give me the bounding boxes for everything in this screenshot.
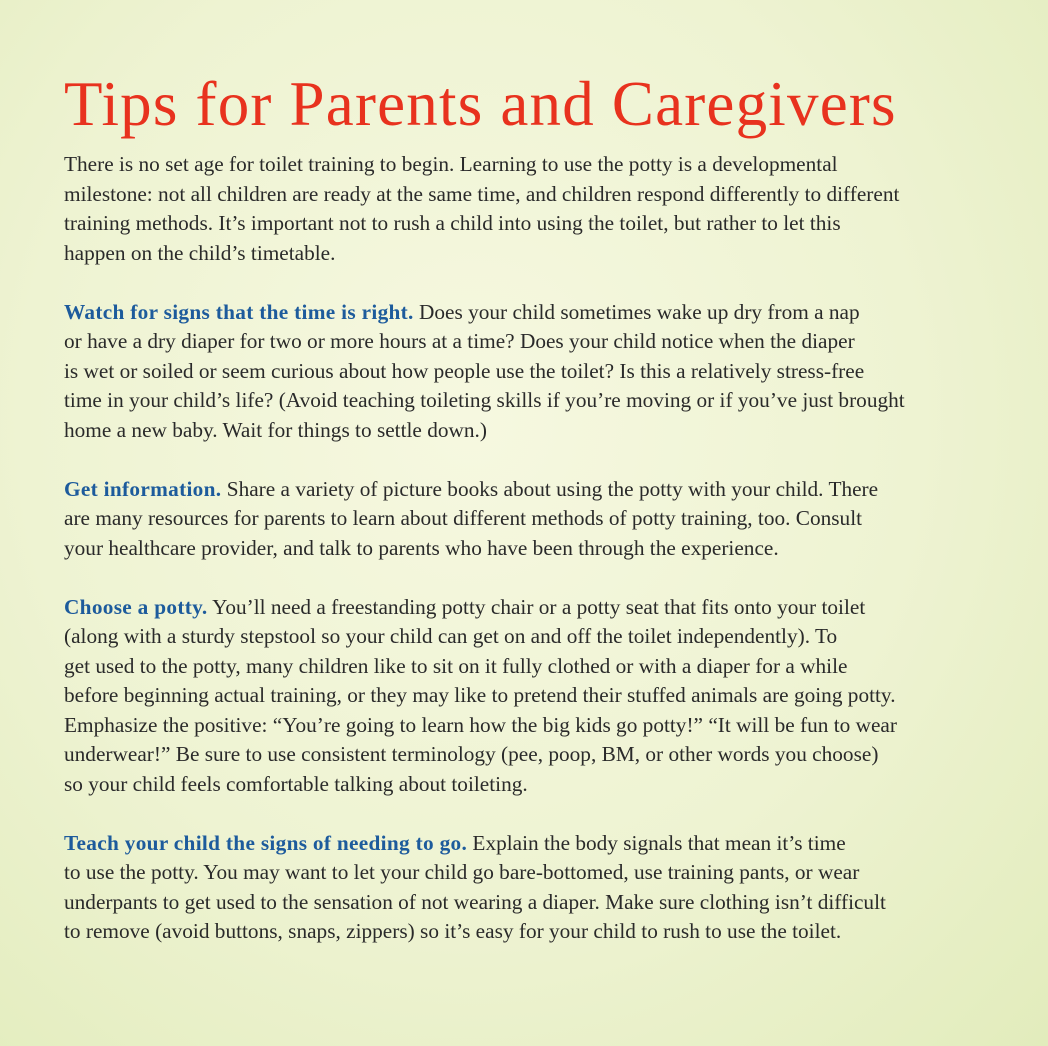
text-line <box>64 593 1024 623</box>
teach-signs-paragraph <box>64 829 1024 947</box>
line-text: your healthcare provider, and talk to parents who have been through the experience. <box>64 535 779 560</box>
line-text: There is no set age for toilet training to begin. Learning to use the potty is a developmental <box>64 152 838 176</box>
text-line <box>64 770 1024 800</box>
text-line <box>64 740 1024 770</box>
text-line <box>64 239 1024 269</box>
line-text: Explain the body signals that mean it’s time <box>467 830 846 855</box>
text-line <box>64 150 1024 180</box>
signs-paragraph <box>64 298 1024 446</box>
line-text: is wet or soiled or seem curious about how people use the toilet? Is this a relatively stress-free <box>64 358 865 383</box>
line-text: to remove (avoid buttons, snaps, zippers) so it’s easy for your child to rush to use the toilet. <box>64 919 842 943</box>
line-text: Share a variety of picture books about using the potty with your child. There <box>221 476 879 501</box>
line-text: underpants to get used to the sensation of not wearing a diaper. Make sure clothing isn’t difficult <box>64 889 886 914</box>
line-text: before beginning actual training, or they may like to pretend their stuffed animals are going potty. <box>64 683 896 707</box>
document-page <box>64 66 1024 976</box>
paragraph-lead-heading: Teach your child the signs of needing to go. <box>64 830 468 855</box>
line-text: (along with a sturdy stepstool so your child can get on and off the toilet independently). To <box>64 624 838 648</box>
text-line <box>64 681 1024 711</box>
line-text: happen on the child’s timetable. <box>64 240 336 265</box>
text-line <box>64 327 1024 357</box>
text-line <box>64 386 1024 416</box>
text-line <box>64 888 1024 918</box>
text-line <box>64 357 1024 387</box>
intro-paragraph <box>64 150 1024 268</box>
text-line <box>64 917 1024 947</box>
text-line <box>64 209 1024 239</box>
line-text: Does your child sometimes wake up dry from a nap <box>413 299 860 324</box>
line-text: or have a dry diaper for two or more hours at a time? Does your child notice when the diaper <box>64 329 855 353</box>
line-text: get used to the potty, many children like to sit on it fully clothed or with a diaper for a while <box>64 653 848 678</box>
body-text <box>64 150 1024 947</box>
line-text: to use the potty. You may want to let your child go bare-bottomed, use training pants, or wear <box>64 860 860 884</box>
line-text: You’ll need a freestanding potty chair or a potty seat that fits onto your toilet <box>207 594 866 619</box>
text-line <box>64 416 1024 446</box>
paragraph-lead-heading: Choose a potty. <box>64 594 208 619</box>
text-line <box>64 475 1024 505</box>
text-line <box>64 298 1024 328</box>
text-line <box>64 504 1024 534</box>
line-text: training methods. It’s important not to rush a child into using the toilet, but rather to let this <box>64 211 841 235</box>
text-line <box>64 180 1024 210</box>
information-paragraph <box>64 475 1024 564</box>
line-text: time in your child’s life? (Avoid teaching toileting skills if you’re moving or if you’ve just brought <box>64 388 905 412</box>
line-text: home a new baby. Wait for things to settle down.) <box>64 417 487 442</box>
text-line <box>64 829 1024 859</box>
page-title: Tips for Parents and Caregivers <box>64 69 897 139</box>
paragraph-lead-heading: Watch for signs that the time is right. <box>64 299 414 324</box>
paragraph-lead-heading: Get information. <box>64 476 222 501</box>
text-line <box>64 534 1024 564</box>
line-text: underwear!” Be sure to use consistent terminology (pee, poop, BM, or other words you choose) <box>64 742 879 766</box>
line-text: are many resources for parents to learn about different methods of potty training, too. Consult <box>64 506 863 530</box>
text-line <box>64 711 1024 741</box>
line-text: so your child feels comfortable talking about toileting. <box>64 771 528 796</box>
choose-potty-paragraph <box>64 593 1024 800</box>
text-line <box>64 622 1024 652</box>
text-line <box>64 652 1024 682</box>
line-text: Emphasize the positive: “You’re going to learn how the big kids go potty!” “It will be fun to wear <box>64 712 897 737</box>
text-line <box>64 858 1024 888</box>
line-text: milestone: not all children are ready at the same time, and children respond differently to different <box>64 181 900 206</box>
